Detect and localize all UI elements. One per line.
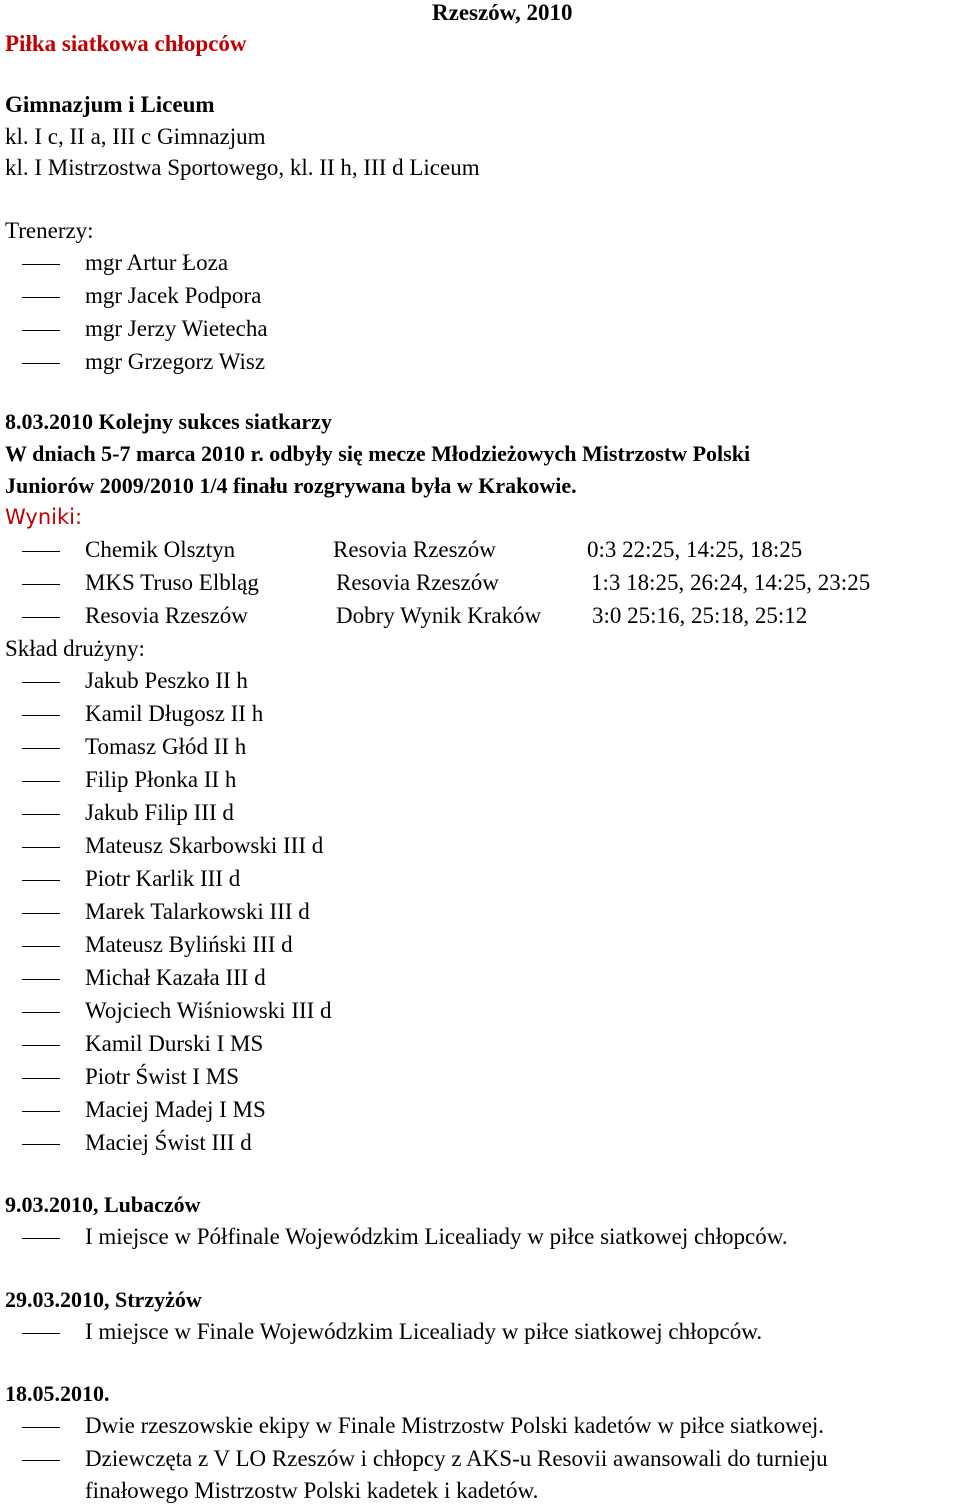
result-score: 0:3 22:25, 14:25, 18:25 xyxy=(587,537,803,562)
dash-bullet xyxy=(22,1012,60,1013)
result-team-2: Resovia Rzeszów xyxy=(333,537,496,562)
squad-player: Kamil Długosz II h xyxy=(85,701,264,726)
dash-bullet xyxy=(22,1144,60,1145)
event-title: 18.05.2010. xyxy=(5,1381,110,1406)
dash-bullet xyxy=(22,913,60,914)
squad-player: Maciej Madej I MS xyxy=(85,1097,266,1122)
school-classes-gimnazjum: kl. I c, II a, III c Gimnazjum xyxy=(5,124,266,149)
dash-bullet xyxy=(22,847,60,848)
dash-bullet xyxy=(22,363,60,364)
dash-bullet xyxy=(22,979,60,980)
coach-item: mgr Jerzy Wietecha xyxy=(85,316,268,341)
dash-bullet xyxy=(22,946,60,947)
dash-bullet xyxy=(22,1078,60,1079)
dash-bullet xyxy=(22,1238,60,1239)
result-team-1: Chemik Olsztyn xyxy=(85,537,236,562)
dash-bullet xyxy=(22,1111,60,1112)
event-item: Dwie rzeszowskie ekipy w Finale Mistrzostw Polski kadetów w piłce siatkowej. xyxy=(85,1413,825,1438)
squad-player: Piotr Karlik III d xyxy=(85,866,241,891)
squad-player: Maciej Świst III d xyxy=(85,1130,252,1155)
dash-bullet xyxy=(22,814,60,815)
result-team-1: MKS Truso Elbląg xyxy=(85,570,259,595)
squad-player: Jakub Peszko II h xyxy=(85,668,248,693)
results-heading: Wyniki: xyxy=(5,505,83,529)
event-item-continuation: finałowego Mistrzostw Polski kadetek i kadetów. xyxy=(85,1478,539,1503)
news-line-2: Juniorów 2009/2010 1/4 finału rozgrywana była w Krakowie. xyxy=(5,473,577,498)
squad-player: Jakub Filip III d xyxy=(85,800,234,825)
news-title: 8.03.2010 Kolejny sukces siatkarzy xyxy=(5,409,332,434)
squad-player: Mateusz Skarbowski III d xyxy=(85,833,324,858)
squad-player: Filip Płonka II h xyxy=(85,767,237,792)
dash-bullet xyxy=(22,297,60,298)
dash-bullet xyxy=(22,617,60,618)
result-score: 1:3 18:25, 26:24, 14:25, 23:25 xyxy=(591,570,871,595)
dash-bullet xyxy=(22,748,60,749)
squad-player: Wojciech Wiśniowski III d xyxy=(85,998,332,1023)
event-item: I miejsce w Finale Wojewódzkim Licealiady w piłce siatkowej chłopców. xyxy=(85,1319,763,1344)
squad-player: Michał Kazała III d xyxy=(85,965,266,990)
dash-bullet xyxy=(22,1045,60,1046)
result-team-2: Resovia Rzeszów xyxy=(336,570,499,595)
squad-player: Mateusz Byliński III d xyxy=(85,932,293,957)
dash-bullet xyxy=(22,551,60,552)
squad-player: Tomasz Głód II h xyxy=(85,734,247,759)
dash-bullet xyxy=(22,715,60,716)
news-line-1: W dniach 5-7 marca 2010 r. odbyły się mecze Młodzieżowych Mistrzostw Polski xyxy=(5,441,751,466)
event-item: I miejsce w Półfinale Wojewódzkim Licealiady w piłce siatkowej chłopców. xyxy=(85,1224,788,1249)
dash-bullet xyxy=(22,1460,60,1461)
result-team-2: Dobry Wynik Kraków xyxy=(336,603,542,628)
squad-player: Piotr Świst I MS xyxy=(85,1064,240,1089)
result-score: 3:0 25:16, 25:18, 25:12 xyxy=(592,603,808,628)
dash-bullet xyxy=(22,682,60,683)
school-name: Gimnazjum i Liceum xyxy=(5,92,215,117)
coach-item: mgr Grzegorz Wisz xyxy=(85,349,266,374)
dash-bullet xyxy=(22,1427,60,1428)
squad-player: Marek Talarkowski III d xyxy=(85,899,310,924)
page-title: Piłka siatkowa chłopców xyxy=(5,31,247,56)
event-title: 9.03.2010, Lubaczów xyxy=(5,1192,201,1217)
squad-player: Kamil Durski I MS xyxy=(85,1031,264,1056)
dash-bullet xyxy=(22,880,60,881)
dash-bullet xyxy=(22,781,60,782)
dash-bullet xyxy=(22,330,60,331)
header-place-date: Rzeszów, 2010 xyxy=(432,0,573,25)
coach-item: mgr Jacek Podpora xyxy=(85,283,262,308)
coach-item: mgr Artur Łoza xyxy=(85,250,229,275)
school-classes-liceum: kl. I Mistrzostwa Sportowego, kl. II h, III d Liceum xyxy=(5,155,480,180)
dash-bullet xyxy=(22,584,60,585)
coaches-heading: Trenerzy: xyxy=(5,218,94,243)
dash-bullet xyxy=(22,264,60,265)
dash-bullet xyxy=(22,1333,60,1334)
squad-heading: Skład drużyny: xyxy=(5,636,145,661)
event-title: 29.03.2010, Strzyżów xyxy=(5,1287,202,1312)
result-team-1: Resovia Rzeszów xyxy=(85,603,248,628)
event-item: Dziewczęta z V LO Rzeszów i chłopcy z AKS-u Resovii awansowali do turnieju xyxy=(85,1446,828,1471)
